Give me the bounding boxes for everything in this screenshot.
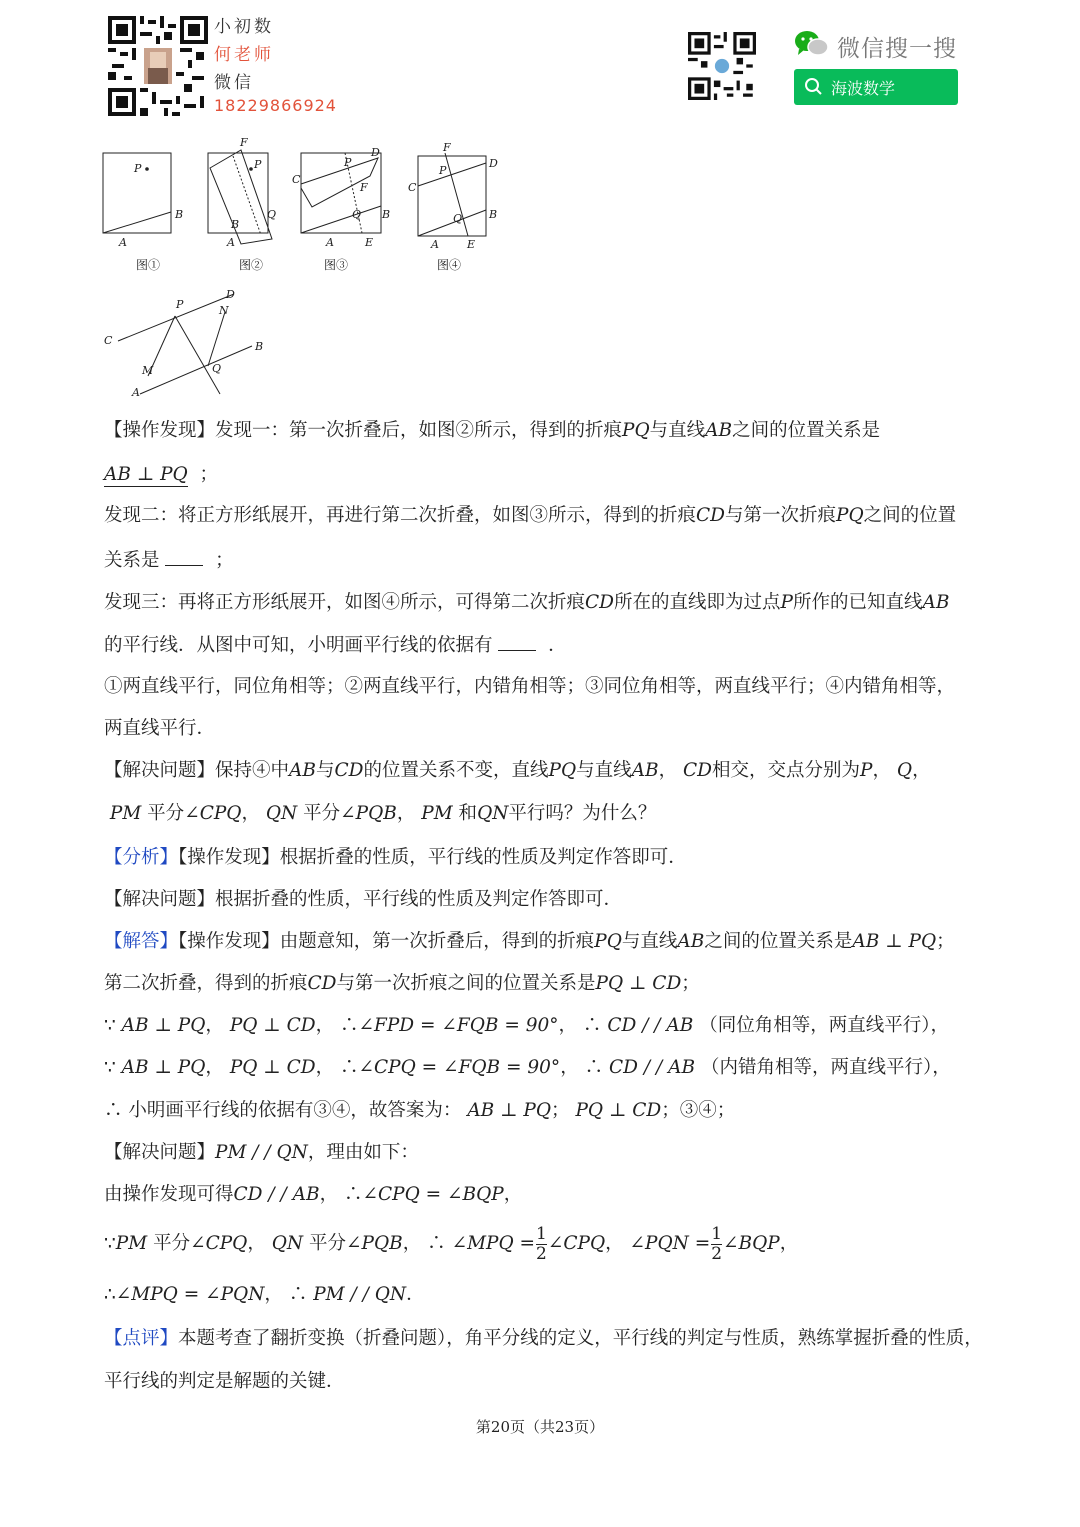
math-q: Q xyxy=(896,760,913,781)
math-qn: QN xyxy=(271,1233,304,1254)
math-qn: QN xyxy=(265,803,298,824)
text-line-20: ∵PM 平分∠CPQ， QN 平分∠PQB， ∴ ∠MPQ = $\frac{1}{2}$ ∠CPQ， ∠PQN = $\frac{1}{2}$ ∠BQP， xyxy=(104,1223,799,1264)
fig1-label-p: P xyxy=(134,162,142,175)
fig1-caption: 图① xyxy=(136,258,161,272)
math-pq: PQ xyxy=(622,420,650,441)
math-ab-perp-pq: AB ⊥ PQ xyxy=(467,1100,552,1121)
math-qn: QN xyxy=(477,803,509,824)
math-angle-pqb: ∠PQB xyxy=(346,1233,403,1254)
text-line-14 xyxy=(104,971,700,997)
text-fragment: ，理由如下： xyxy=(307,1142,419,1163)
text-fragment: （同位角相等，两直线平行）， xyxy=(699,1015,950,1036)
fraction-denominator: 2 xyxy=(711,1243,723,1264)
text-fragment: 发现二：将正方形纸展开，再进行第二次折叠，如图③所示，得到的折痕 xyxy=(104,505,697,526)
fraction-numerator: 1 xyxy=(711,1223,723,1244)
fraction-numerator: 1 xyxy=(536,1223,547,1244)
text-fragment: 与 xyxy=(315,760,335,781)
math-cd-parallel-ab: CD / / AB xyxy=(608,1057,696,1078)
fig5-label-p: P xyxy=(176,298,184,311)
text-fragment: 平分 xyxy=(309,1233,347,1254)
text-fragment: ， xyxy=(605,1233,624,1254)
fig2-label-p: P xyxy=(254,158,262,171)
text-fragment: 所在的直线即为过点 xyxy=(614,592,781,613)
fig4-label-f: F xyxy=(443,141,451,154)
math-angle-equation: ∠CPQ = ∠BQP xyxy=(362,1184,504,1205)
math-pq-perp-cd: PQ ⊥ CD xyxy=(575,1100,662,1121)
contact-phone: 18229866924 xyxy=(214,96,337,115)
fig5-label-b: B xyxy=(255,340,264,353)
fig3-label-b: B xyxy=(382,208,391,221)
text-line-8: 两直线平行． xyxy=(104,718,216,739)
figure-2 xyxy=(208,150,272,244)
fig3-label-p: P xyxy=(344,156,352,169)
text-line-22 xyxy=(104,1326,983,1352)
fraction-half xyxy=(711,1225,722,1264)
text-fragment: ． xyxy=(406,1284,425,1305)
fig3-label-d: D xyxy=(371,146,380,159)
text-fragment: 平分 xyxy=(147,803,185,824)
text-fragment: 【操作发现】根据折叠的性质，平行线的性质及判定作答即可． xyxy=(178,847,687,868)
math-ab: AB xyxy=(289,760,316,781)
math-angle-pqn: ∠PQN = xyxy=(629,1233,711,1254)
fig2-label-f: F xyxy=(240,136,248,149)
text-fragment: ， xyxy=(315,1057,335,1078)
text-fragment: 与直线 xyxy=(621,931,678,952)
fig4-label-a: A xyxy=(431,238,439,251)
wechat-search-title: 微信搜一搜 xyxy=(837,36,957,62)
text-fragment: 之间的位置 xyxy=(863,505,957,526)
math-angle-equation: ∠FPD = ∠FQB = 90° xyxy=(358,1015,559,1036)
math-pm: PM xyxy=(421,803,453,824)
math-pq-perp-cd: PQ ⊥ CD xyxy=(595,973,682,994)
text-fragment: 【解决问题】 xyxy=(104,1142,216,1163)
text-fragment: 相交，交点分别为 xyxy=(712,760,861,781)
math-angle-equation: ∠CPQ = ∠FQB = 90° xyxy=(358,1057,561,1078)
text-fragment: 所作的已知直线 xyxy=(792,592,923,613)
text-fragment: ， xyxy=(264,1284,283,1305)
solution-tag: 【解答】 xyxy=(104,931,179,952)
fig1-label-b: B xyxy=(175,208,184,221)
text-fragment: ， xyxy=(247,1233,266,1254)
text-fragment: ， xyxy=(205,1015,224,1036)
text-fragment: ， xyxy=(872,760,892,781)
math-pq-perp-cd: PQ ⊥ CD xyxy=(229,1057,316,1078)
text-line-23: 平行线的判定是解题的关键． xyxy=(104,1371,345,1392)
fig5-label-a: A xyxy=(132,386,140,399)
math-angle-bqp: ∠BQP xyxy=(723,1233,780,1254)
fig4-label-b: B xyxy=(489,208,498,221)
fig3-label-e: E xyxy=(365,236,374,249)
fraction-denominator: 2 xyxy=(536,1243,547,1264)
math-angle-equation: ∠MPQ = ∠PQN xyxy=(115,1284,265,1305)
math-cd: CD xyxy=(307,973,337,994)
text-line-9 xyxy=(104,758,931,784)
text-fragment: ， xyxy=(912,760,931,781)
text-line-1 xyxy=(104,418,880,444)
because-symbol: ∵ xyxy=(104,1233,116,1254)
text-fragment: ； xyxy=(199,464,219,485)
text-fragment: ， xyxy=(402,1233,422,1254)
text-fragment: ， xyxy=(319,1184,339,1205)
text-fragment: 小明画平行线的依据有③④，故答案为： xyxy=(128,1100,462,1121)
math-pq: PQ xyxy=(548,760,577,781)
math-ab: AB xyxy=(705,420,733,441)
text-fragment: 【操作发现】由题意知，第一次折叠后，得到的折痕 xyxy=(178,931,595,952)
text-fragment: 由操作发现可得 xyxy=(104,1184,234,1205)
therefore-symbol: ∴ xyxy=(343,1184,363,1205)
text-line-19: 由操作发现可得CD / / AB， ∴∠CPQ = ∠BQP， xyxy=(104,1184,523,1205)
math-cd: CD xyxy=(696,505,726,526)
figures-row xyxy=(100,136,500,296)
fig5-label-m: M xyxy=(142,364,154,377)
text-line-10 xyxy=(104,801,656,827)
text-line-4 xyxy=(104,547,234,574)
fig4-label-e: E xyxy=(467,238,476,251)
therefore-symbol: ∴ xyxy=(584,1057,604,1078)
text-fragment: 平分 xyxy=(153,1233,191,1254)
text-fragment: 之间的位置关系是 xyxy=(704,931,853,952)
fig4-label-d: D xyxy=(489,157,498,170)
fig3-label-a: A xyxy=(326,236,334,249)
because-symbol: ∵ xyxy=(104,1057,116,1078)
fig5-label-c: C xyxy=(104,334,113,347)
fig1-label-a: A xyxy=(119,236,127,249)
text-fragment: 和 xyxy=(458,803,478,824)
math-ab: AB xyxy=(631,760,659,781)
text-line-6 xyxy=(104,632,567,659)
qr-code-wechat xyxy=(688,32,756,100)
math-p: P xyxy=(860,760,873,781)
text-fragment: ， xyxy=(396,803,416,824)
fig3-label-c: C xyxy=(292,173,301,186)
text-fragment: （内错角相等，两直线平行）， xyxy=(700,1057,951,1078)
answer-blank-1: AB ⊥ PQ xyxy=(104,464,188,485)
math-cd-parallel-ab: CD / / AB xyxy=(607,1015,694,1036)
text-line-15: ∵ AB ⊥ PQ， PQ ⊥ CD， ∴∠FPD = ∠FQB = 90°， ∴ CD / / AB （同位角相等，两直线平行）， xyxy=(104,1015,950,1036)
figure-4 xyxy=(418,153,486,236)
math-pm-parallel-qn: PM / / QN xyxy=(313,1284,407,1305)
text-line-18 xyxy=(104,1140,419,1166)
fig5-label-n: N xyxy=(219,304,229,317)
math-cd: CD xyxy=(683,760,713,781)
math-pq-perp-cd: PQ ⊥ CD xyxy=(229,1015,316,1036)
qr-code-image xyxy=(108,16,208,116)
fig2-label-q: Q xyxy=(267,208,277,221)
text-fragment: 第二次折叠，得到的折痕 xyxy=(104,973,308,994)
math-cd-parallel-ab: CD / / AB xyxy=(233,1184,320,1205)
math-p: P xyxy=(780,592,793,613)
text-line-5 xyxy=(104,590,949,616)
text-fragment: 与第一次折痕之间的位置关系是 xyxy=(336,973,596,994)
text-line-3 xyxy=(104,503,956,529)
text-fragment: 之间的位置关系是 xyxy=(732,420,881,441)
text-fragment: 平分 xyxy=(303,803,341,824)
wechat-logo-icon xyxy=(794,29,830,59)
text-fragment: ， xyxy=(658,760,678,781)
text-fragment: 发现三：再将正方形纸展开，如图④所示，可得第二次折痕 xyxy=(104,592,586,613)
wechat-search-button[interactable] xyxy=(794,69,958,105)
math-ab-perp-pq: AB ⊥ PQ xyxy=(121,1015,206,1036)
math-angle-mpq: ∠MPQ = xyxy=(451,1233,536,1254)
therefore-symbol: ∴ xyxy=(104,1284,116,1305)
text-fragment: ；③④； xyxy=(661,1100,736,1121)
text-fragment: 与直线 xyxy=(576,760,632,781)
text-line-17 xyxy=(104,1098,735,1124)
math-ab: AB xyxy=(922,592,950,613)
answer-blank-3[interactable] xyxy=(498,632,536,651)
figure-5 xyxy=(100,284,280,400)
text-line-13 xyxy=(104,929,955,955)
fig4-label-c: C xyxy=(408,181,417,194)
math-ab-perp-pq: AB ⊥ PQ xyxy=(121,1057,206,1078)
math-angle-pqb: ∠PQB xyxy=(340,803,397,824)
contact-line-1: 小初数 xyxy=(214,17,274,37)
fig4-label-q: Q xyxy=(453,212,463,225)
text-line-16: ∵ AB ⊥ PQ， PQ ⊥ CD， ∴∠CPQ = ∠FQB = 90°， ∴ CD / / AB （内错角相等，两直线平行）， xyxy=(104,1057,951,1078)
answer-blank-2[interactable] xyxy=(165,547,203,566)
comment-tag: 【点评】 xyxy=(104,1328,179,1349)
math-cd: CD xyxy=(585,592,615,613)
fig5-label-q: Q xyxy=(212,362,222,375)
contact-line-3: 微信 xyxy=(214,73,254,93)
text-fragment: ； xyxy=(681,973,700,994)
text-fragment: ； xyxy=(215,550,234,571)
fig3-label-f: F xyxy=(360,181,368,194)
text-fragment: ； xyxy=(551,1100,570,1121)
therefore-symbol: ∴ xyxy=(288,1284,308,1305)
figure-3 xyxy=(301,153,381,233)
text-fragment: 本题考查了翻折变换（折叠问题），角平分线的定义，平行线的判定与性质，熟练掌握折叠的性质， xyxy=(178,1328,983,1349)
math-pq: PQ xyxy=(836,505,864,526)
fig4-label-p: P xyxy=(439,164,447,177)
text-fragment: 【操作发现】发现一：第一次折叠后，如图②所示，得到的折痕 xyxy=(104,420,623,441)
text-fragment: ， xyxy=(241,803,260,824)
therefore-symbol: ∴ xyxy=(339,1015,359,1036)
text-line-21 xyxy=(104,1282,425,1308)
fig3-caption: 图③ xyxy=(324,258,349,272)
text-line-11 xyxy=(104,845,687,871)
search-label: 海波数学 xyxy=(831,78,896,98)
text-line-7: ①两直线平行，同位角相等；②两直线平行，内错角相等；③同位角相等，两直线平行；④内错角相等， xyxy=(104,676,956,697)
math-angle-cpq: ∠CPQ xyxy=(190,1233,248,1254)
fraction-half xyxy=(536,1225,547,1264)
text-fragment: ， xyxy=(205,1057,224,1078)
math-cd: CD xyxy=(334,760,364,781)
page-footer: 第20页（共23页） xyxy=(475,1418,605,1436)
search-icon xyxy=(803,76,825,98)
therefore-symbol: ∴ xyxy=(104,1100,123,1121)
math-pq: PQ xyxy=(594,931,622,952)
math-ab-perp-pq: AB ⊥ PQ xyxy=(852,931,937,952)
text-fragment: 【解决问题】保持④中 xyxy=(104,760,290,781)
math-angle-cpq: ∠CPQ xyxy=(547,1233,606,1254)
fig3-label-q: Q xyxy=(352,208,362,221)
text-fragment: 与直线 xyxy=(649,420,706,441)
fig2-label-a: A xyxy=(227,236,235,249)
text-fragment: ， xyxy=(315,1015,335,1036)
math-pm: PM xyxy=(109,803,142,824)
because-symbol: ∵ xyxy=(104,1015,116,1036)
text-fragment: 的位置关系不变，直线 xyxy=(363,760,549,781)
text-fragment: ； xyxy=(936,931,955,952)
text-fragment: 平行吗？为什么？ xyxy=(508,803,657,824)
math-pm-parallel-qn: PM / / QN xyxy=(215,1142,308,1163)
therefore-symbol: ∴ xyxy=(582,1015,602,1036)
therefore-symbol: ∴ xyxy=(339,1057,359,1078)
text-fragment: 关系是 xyxy=(104,550,160,571)
text-line-12: 【解决问题】根据折叠的性质，平行线的性质及判定作答即可． xyxy=(104,889,623,910)
math-angle-cpq: ∠CPQ xyxy=(184,803,242,824)
analysis-tag: 【分析】 xyxy=(104,847,179,868)
text-line-2 xyxy=(104,462,218,488)
text-fragment: 的平行线．从图中可知，小明画平行线的依据有 xyxy=(104,635,493,656)
math-pm: PM xyxy=(115,1233,148,1254)
text-fragment: ． xyxy=(548,635,567,656)
contact-name: 何老师 xyxy=(214,45,274,65)
text-fragment: 与第一次折痕 xyxy=(725,505,837,526)
fig5-label-d: D xyxy=(226,288,235,301)
math-ab: AB xyxy=(677,931,705,952)
fig2-caption: 图② xyxy=(239,258,264,272)
fig4-caption: 图④ xyxy=(437,258,462,272)
therefore-symbol: ∴ xyxy=(427,1233,446,1254)
fig2-label-b: B xyxy=(231,218,240,231)
